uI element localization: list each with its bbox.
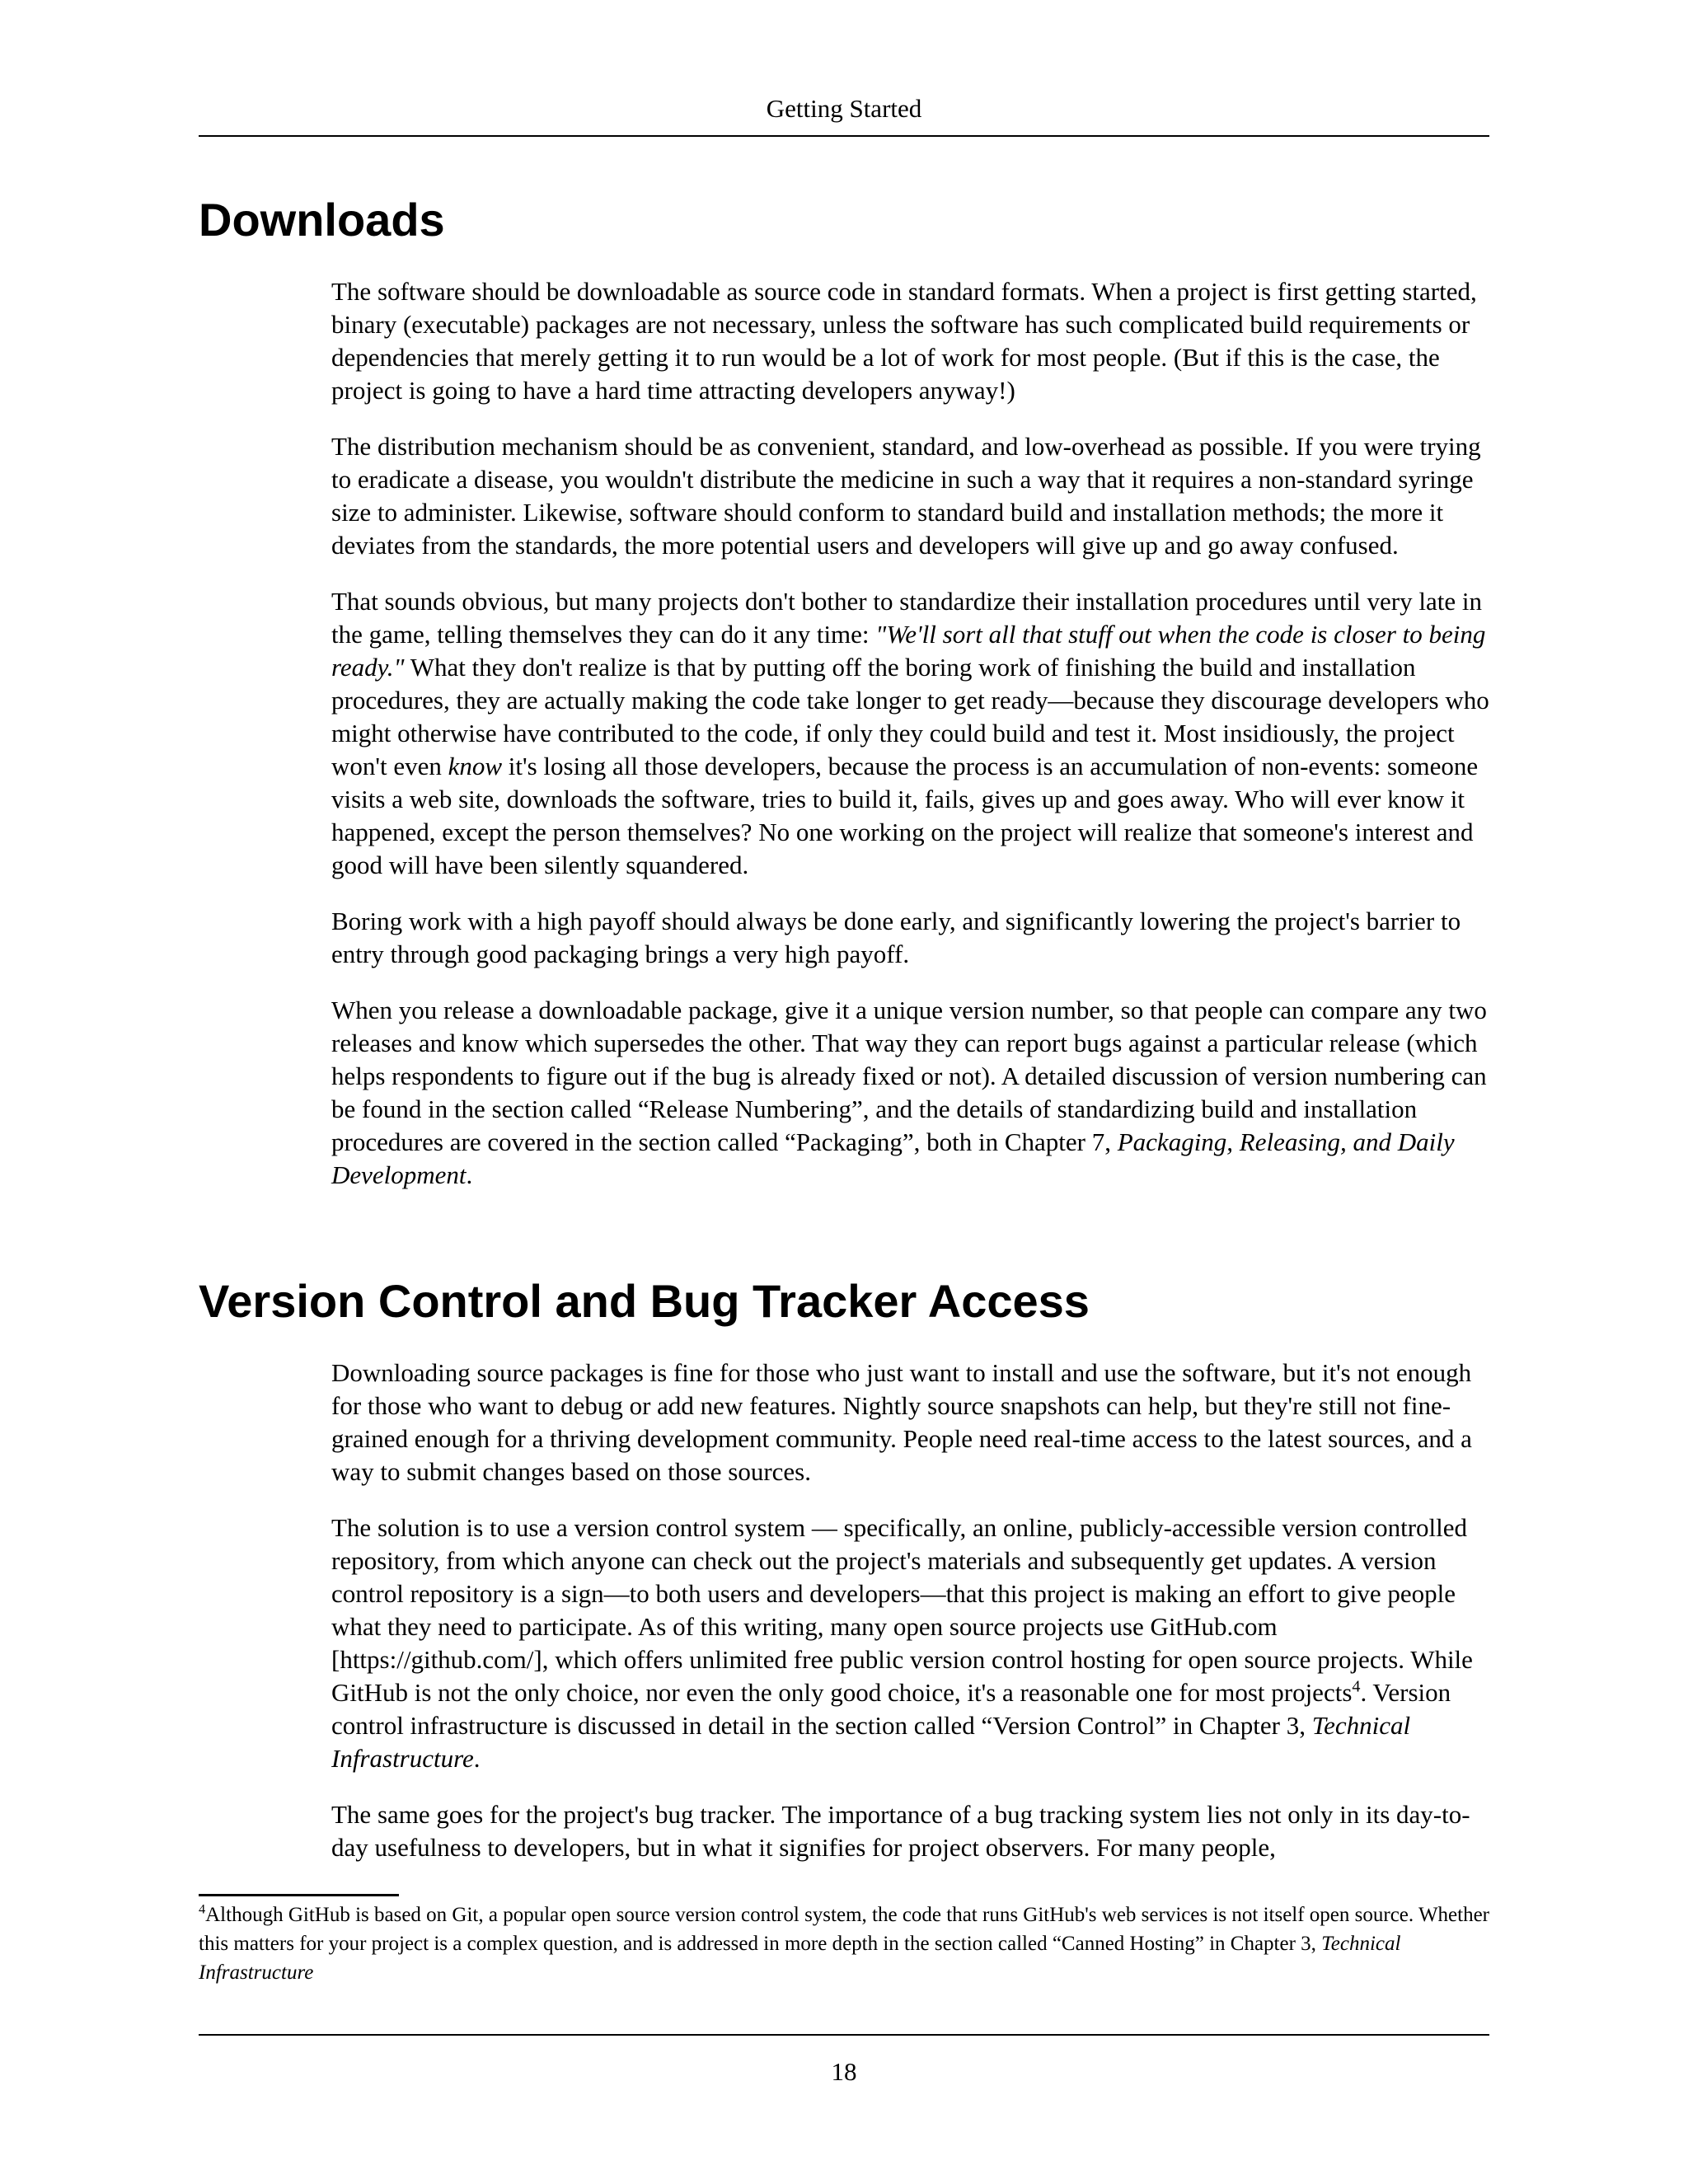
vcs-body bbox=[331, 1357, 1489, 1887]
footnote bbox=[199, 1900, 1489, 1987]
footnote-text bbox=[199, 1900, 1489, 1987]
footnote-marker: 4 bbox=[199, 1901, 206, 1917]
footnote-rule bbox=[199, 1894, 399, 1896]
footer-rule bbox=[199, 2034, 1489, 2036]
page-number: 18 bbox=[831, 2057, 857, 2086]
vcs-paragraph-1: Downloading source packages is fine for those who just want to install and use the software, but it's not enough for those who want to debug or add new features. Nightly source snapshots can help, but they're still not fine-grained enough for a thriving development community. People need real-time access to the latest sources, and a way to submit changes based on those sources. bbox=[331, 1358, 1472, 1486]
footnote-reference[interactable]: 4 bbox=[1352, 1677, 1361, 1696]
text-run: When you release a downloadable package, give it a unique version number, so that people can compare any two releases and know which supersedes the other. That way they can report bugs against a particular release (which helps respondents to figure out if the bug is already fixed or not). A detailed discussion of version numbering can be found in the section called “Release Numbering”, and the details of standardizing build and installation procedures are covered in the section called “Packaging”, both in Chapter 7, bbox=[331, 996, 1487, 1156]
text-run: . Version control infrastructure is discussed in detail in the section called “Version Control” in Chapter 3, bbox=[331, 1678, 1451, 1740]
chapter-title: Packaging, Releasing, and Daily Development bbox=[331, 1127, 1455, 1189]
chapter-title: Technical Infrastructure bbox=[199, 1933, 1401, 1984]
text-run: . bbox=[466, 1160, 473, 1189]
text-run: Although GitHub is based on Git, a popular open source version control system, the code that runs GitHub's web services is not itself open source. Whether this matters for your project is a complex question, and is addressed in more depth in the section called “Canned Hosting” in Chapter 3, bbox=[199, 1904, 1490, 1955]
text-run: . bbox=[473, 1744, 481, 1773]
text-run: The solution is to use a version control system — specifically, an online, publicly-accessible version controlled repository, from which anyone can check out the project's materials and subsequently get updates. A version control repository is a sign—to both users and developers—that this project is making an effort to give people what they need to participate. As of this writing, many open source projects use GitHub.com [https://github.com/], which offers unlimited free public version control hosting for open source projects. While GitHub is not the only choice, nor even the only good choice, it's a reasonable one for most projects bbox=[331, 1513, 1473, 1707]
downloads-paragraph-5 bbox=[331, 994, 1489, 1192]
emphasis: know bbox=[448, 752, 503, 780]
downloads-paragraph-4: Boring work with a high payoff should always be done early, and significantly lowering the project's barrier to entry through good packaging brings a very high payoff. bbox=[331, 907, 1461, 968]
vcs-heading: Version Control and Bug Tracker Access bbox=[199, 1275, 1090, 1327]
running-header: Getting Started bbox=[766, 94, 922, 123]
text-run: That sounds obvious, but many projects don't bother to standardize their installation procedures until very late in the game, telling themselves they can do it any time: bbox=[331, 587, 1482, 649]
downloads-heading: Downloads bbox=[199, 194, 445, 246]
text-run: What they don't realize is that by putting off the boring work of finishing the build and installation procedures, they are actually making the code take longer to get ready—because they discourage developers who might otherwise have contributed to the code, if only they could build and test it. Most insidiously, the project won't even bbox=[331, 653, 1489, 780]
header-rule bbox=[199, 135, 1489, 137]
text-run: it's losing all those developers, because the process is an accumulation of non-events: someone visits a web site, downloads the software, tries to build it, fails, gives up and goes away. Who will ever know it happened, except the person themselves? No one working on the project will realize that someone's interest and good will have been silently squandered. bbox=[331, 752, 1479, 879]
downloads-paragraph-2: The distribution mechanism should be as convenient, standard, and low-overhead as possible. If you were trying to eradicate a disease, you wouldn't distribute the medicine in such a way that it requires a non-standard syringe size to administer. Likewise, software should conform to standard build and installation methods; the more it deviates from the standards, the more potential users and developers will give up and go away confused. bbox=[331, 432, 1481, 560]
downloads-paragraph-3 bbox=[331, 585, 1489, 882]
vcs-paragraph-2 bbox=[331, 1511, 1489, 1775]
downloads-paragraph-1: The software should be downloadable as source code in standard formats. When a project is first getting started, binary (executable) packages are not necessary, unless the software has such complicated build requirements or dependencies that merely getting it to run would be a lot of work for most people. (But if this is the case, the project is going to have a hard time attracting developers anyway!) bbox=[331, 277, 1477, 405]
chapter-title: Technical Infrastructure bbox=[331, 1711, 1411, 1773]
vcs-paragraph-3: The same goes for the project's bug tracker. The importance of a bug tracking system lies not only in its day-to-day usefulness to developers, but in what it signifies for project observers. For many people, bbox=[331, 1800, 1470, 1862]
quoted-remark: "We'll sort all that stuff out when the code is closer to being ready." bbox=[331, 620, 1486, 682]
downloads-body bbox=[331, 275, 1489, 1215]
